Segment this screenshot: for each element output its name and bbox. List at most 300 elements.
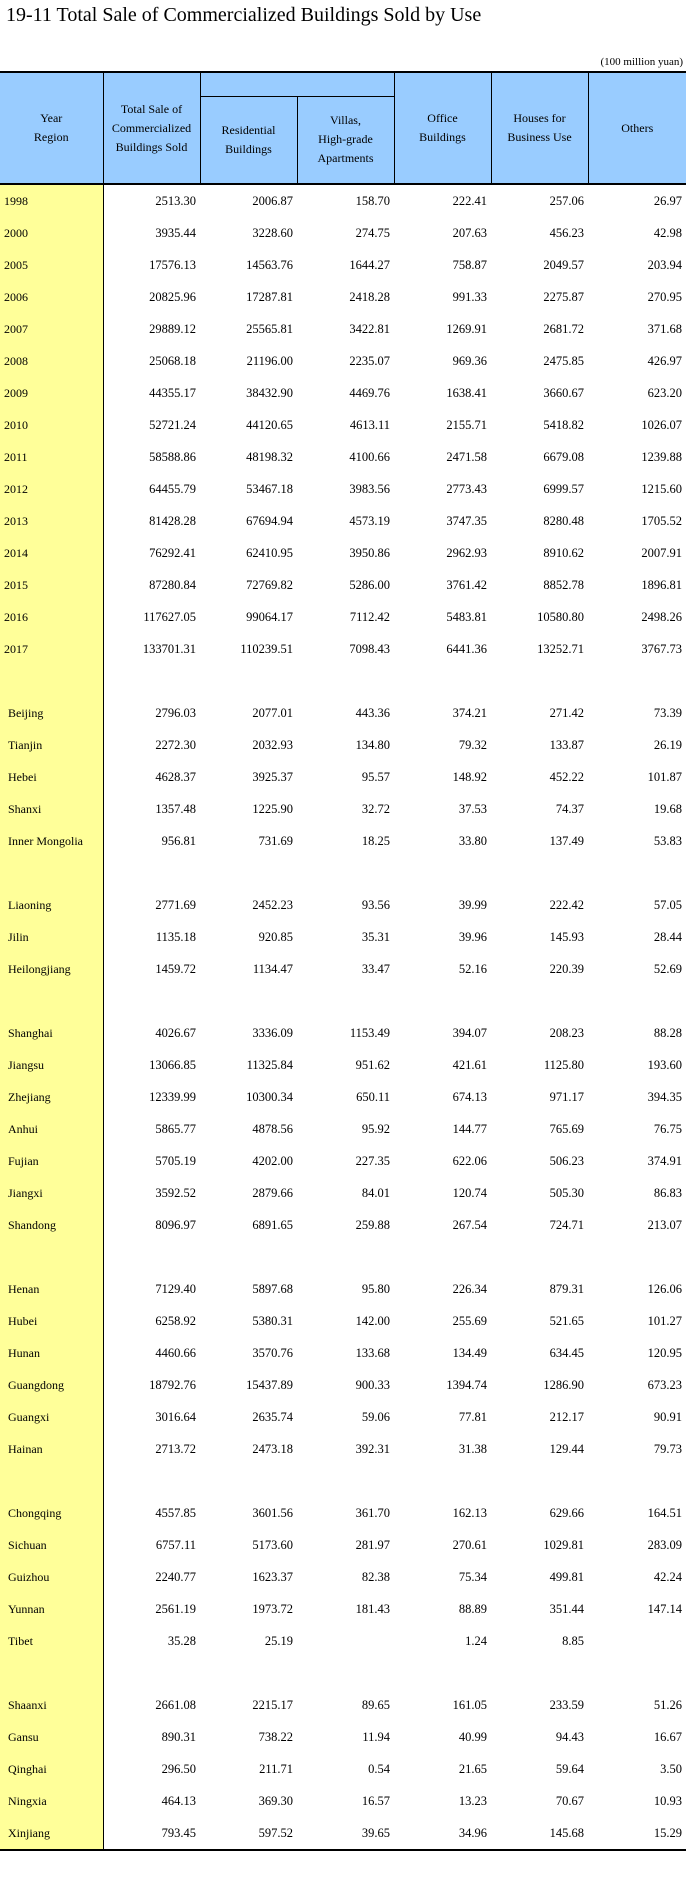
villas-cell: 0.54: [368, 1761, 390, 1776]
header-region: Region: [33, 130, 69, 144]
residential-cell: 2452.23: [252, 897, 293, 912]
villas-cell: 35.31: [361, 929, 390, 944]
others-cell: 623.20: [647, 385, 682, 400]
villas-cell: 82.38: [361, 1569, 390, 1584]
business-cell: 879.31: [549, 1281, 584, 1296]
total-cell: 1459.72: [155, 961, 196, 976]
total-cell: 4628.37: [155, 769, 196, 784]
office-cell: 34.96: [394, 1817, 491, 1850]
villas-cell: 361.70: [355, 1505, 390, 1520]
business-cell: 351.44: [549, 1601, 584, 1616]
office-cell: 2155.71: [446, 417, 487, 432]
office-cell: 622.06: [452, 1153, 487, 1168]
business-cell: 505.30: [549, 1185, 584, 1200]
row-label: Inner Mongolia: [0, 825, 103, 857]
business-cell: 208.23: [549, 1025, 584, 1040]
villas-cell: 4573.19: [349, 513, 390, 528]
residential-cell: 99064.17: [246, 609, 293, 624]
row-label: Hainan: [0, 1433, 103, 1465]
residential-cell: 62410.95: [246, 545, 293, 560]
table-row-year: [0, 217, 686, 249]
spacer-cell: [394, 665, 491, 697]
others-cell: 3767.73: [641, 641, 682, 656]
business-cell: 145.68: [491, 1817, 588, 1850]
spacer-cell: [588, 857, 686, 889]
total-cell: 890.31: [161, 1729, 196, 1744]
villas-cell: 39.65: [297, 1817, 394, 1850]
others-cell: 42.24: [653, 1569, 682, 1584]
business-cell: 971.17: [549, 1089, 584, 1104]
business-cell: 1286.90: [543, 1377, 584, 1392]
total-cell: 2713.72: [155, 1441, 196, 1456]
spacer-cell: [491, 1465, 588, 1497]
total-cell: 64455.79: [149, 481, 196, 496]
residential-cell: 48198.32: [246, 449, 293, 464]
spacer-cell: [588, 665, 686, 697]
spacer-cell: [200, 1657, 297, 1689]
row-label: Beijing: [0, 697, 103, 729]
business-cell: 133.87: [549, 737, 584, 752]
others-cell: 2498.26: [641, 609, 682, 624]
table-row-region: [0, 1529, 686, 1561]
business-cell: 257.06: [549, 193, 584, 208]
others-cell: [588, 1625, 686, 1657]
business-cell: 3660.67: [543, 385, 584, 400]
table-row-year: [0, 249, 686, 281]
total-cell: 2513.30: [155, 193, 196, 208]
residential-cell: 369.30: [258, 1793, 293, 1808]
spacer-cell: [200, 1241, 297, 1273]
header-year: Year: [40, 111, 63, 125]
villas-cell: 95.92: [361, 1121, 390, 1136]
office-cell: 75.34: [458, 1569, 487, 1584]
total-cell: 1135.18: [155, 929, 196, 944]
office-cell: 88.89: [458, 1601, 487, 1616]
residential-cell: 15437.89: [246, 1377, 293, 1392]
business-cell: 70.67: [555, 1793, 584, 1808]
group-spacer: [0, 857, 686, 889]
business-cell: 6679.08: [543, 449, 584, 464]
residential-cell: 72769.82: [246, 577, 293, 592]
business-cell: 634.45: [549, 1345, 584, 1360]
business-cell: 74.37: [555, 801, 584, 816]
office-cell: 1394.74: [446, 1377, 487, 1392]
office-cell: 5483.81: [446, 609, 487, 624]
others-cell: 51.26: [653, 1697, 682, 1712]
total-cell: 8096.97: [155, 1217, 196, 1232]
total-cell: 5705.19: [155, 1153, 196, 1168]
total-cell: 3935.44: [155, 225, 196, 240]
others-cell: 1215.60: [641, 481, 682, 496]
business-cell: 220.39: [549, 961, 584, 976]
spacer-cell: [394, 857, 491, 889]
office-cell: 267.54: [452, 1217, 487, 1232]
total-cell: 2661.08: [155, 1697, 196, 1712]
residential-cell: 110239.51: [240, 641, 293, 656]
total-cell: 464.13: [161, 1793, 196, 1808]
row-label: 2013: [0, 505, 103, 537]
table-row-region: [0, 1753, 686, 1785]
office-cell: 758.87: [452, 257, 487, 272]
table-header: [0, 72, 686, 184]
office-cell: 3747.35: [446, 513, 487, 528]
total-cell: 52721.24: [149, 417, 196, 432]
total-cell: 2240.77: [155, 1569, 196, 1584]
total-cell: 2796.03: [155, 705, 196, 720]
residential-cell: 11325.84: [246, 1057, 293, 1072]
spacer-cell: [297, 665, 394, 697]
residential-cell: 3925.37: [252, 769, 293, 784]
others-cell: 15.29: [588, 1817, 686, 1850]
residential-cell: 211.71: [259, 1761, 293, 1776]
spacer-cell: [103, 857, 200, 889]
table-row-region: [0, 729, 686, 761]
row-label: Anhui: [0, 1113, 103, 1145]
office-cell: 3761.42: [446, 577, 487, 592]
business-cell: 2681.72: [543, 321, 584, 336]
spacer-cell: [0, 1241, 103, 1273]
villas-cell: 16.57: [361, 1793, 390, 1808]
others-cell: 42.98: [653, 225, 682, 240]
row-label: 2006: [0, 281, 103, 313]
others-cell: 73.39: [653, 705, 682, 720]
total-cell: 4557.85: [155, 1505, 196, 1520]
office-cell: 144.77: [452, 1121, 487, 1136]
villas-cell: 11.94: [362, 1729, 390, 1744]
others-cell: 101.27: [647, 1313, 682, 1328]
business-cell: 222.42: [549, 897, 584, 912]
total-cell: 6258.92: [155, 1313, 196, 1328]
residential-cell: 2006.87: [252, 193, 293, 208]
total-cell: 35.28: [167, 1633, 196, 1648]
unit-label: (100 million yuan): [600, 56, 683, 68]
business-cell: 452.22: [549, 769, 584, 784]
spacer-cell: [297, 857, 394, 889]
row-label: 2005: [0, 249, 103, 281]
office-cell: 2471.58: [446, 449, 487, 464]
table-row-year: [0, 473, 686, 505]
residential-cell: 2879.66: [252, 1185, 293, 1200]
business-cell: 629.66: [549, 1505, 584, 1520]
spacer-cell: [588, 1657, 686, 1689]
office-cell: 1269.91: [446, 321, 487, 336]
villas-cell: 3422.81: [349, 321, 390, 336]
row-label: 1998: [0, 184, 103, 217]
table-row-region: [0, 1177, 686, 1209]
spacer-cell: [588, 1241, 686, 1273]
table-row-year: [0, 441, 686, 473]
villas-cell: 2418.28: [349, 289, 390, 304]
table-row-region: [0, 1305, 686, 1337]
residential-cell: 920.85: [258, 929, 293, 944]
row-label: Hubei: [0, 1305, 103, 1337]
residential-cell: 1134.47: [252, 961, 293, 976]
row-label: Jiangxi: [0, 1177, 103, 1209]
others-cell: 57.05: [653, 897, 682, 912]
row-label: Liaoning: [0, 889, 103, 921]
residential-cell: 67694.94: [246, 513, 293, 528]
office-cell: 374.21: [452, 705, 487, 720]
others-cell: 88.28: [653, 1025, 682, 1040]
villas-cell: 95.57: [361, 769, 390, 784]
business-cell: 233.59: [549, 1697, 584, 1712]
table-row-region: [0, 1113, 686, 1145]
others-cell: 213.07: [647, 1217, 682, 1232]
villas-cell: 4100.66: [349, 449, 390, 464]
villas-cell: 900.33: [355, 1377, 390, 1392]
table-row-year: [0, 377, 686, 409]
office-cell: 674.13: [452, 1089, 487, 1104]
table-body: [0, 184, 686, 1850]
total-cell: 793.45: [103, 1817, 200, 1850]
others-cell: 1896.81: [641, 577, 682, 592]
header-residential-group: [200, 72, 394, 96]
total-cell: 20825.96: [149, 289, 196, 304]
business-cell: 765.69: [549, 1121, 584, 1136]
villas-cell: 3950.86: [349, 545, 390, 560]
business-cell: 724.71: [549, 1217, 584, 1232]
residential-cell: 2032.93: [252, 737, 293, 752]
villas-cell: 33.47: [361, 961, 390, 976]
villas-cell: 951.62: [355, 1057, 390, 1072]
table-row-region: [0, 1401, 686, 1433]
table-row-region: [0, 1081, 686, 1113]
spacer-cell: [491, 1657, 588, 1689]
spacer-cell: [297, 1241, 394, 1273]
office-cell: 991.33: [452, 289, 487, 304]
business-cell: 6999.57: [543, 481, 584, 496]
residential-cell: 17287.81: [246, 289, 293, 304]
villas-cell: 133.68: [355, 1345, 390, 1360]
others-cell: 270.95: [647, 289, 682, 304]
business-cell: 271.42: [549, 705, 584, 720]
spacer-cell: [0, 857, 103, 889]
others-cell: 19.68: [653, 801, 682, 816]
office-cell: 162.13: [452, 1505, 487, 1520]
residential-cell: 21196.00: [246, 353, 293, 368]
total-cell: 4460.66: [155, 1345, 196, 1360]
spacer-cell: [200, 1465, 297, 1497]
office-cell: 226.34: [452, 1281, 487, 1296]
villas-cell: 134.80: [355, 737, 390, 752]
total-cell: 1357.48: [155, 801, 196, 816]
residential-cell: 1623.37: [252, 1569, 293, 1584]
office-cell: 207.63: [452, 225, 487, 240]
office-cell: 2773.43: [446, 481, 487, 496]
villas-cell: 274.75: [355, 225, 390, 240]
total-cell: 2561.19: [155, 1601, 196, 1616]
row-label: Guizhou: [0, 1561, 103, 1593]
row-label: Guangdong: [0, 1369, 103, 1401]
business-cell: 129.44: [549, 1441, 584, 1456]
office-cell: 6441.36: [446, 641, 487, 656]
office-cell: 79.32: [458, 737, 487, 752]
villas-cell: 3983.56: [349, 481, 390, 496]
row-label: 2008: [0, 345, 103, 377]
total-cell: 6757.11: [155, 1537, 196, 1552]
table-row-region: [0, 1017, 686, 1049]
row-label: Xinjiang: [0, 1817, 103, 1850]
total-cell: 3592.52: [155, 1185, 196, 1200]
office-cell: 2962.93: [446, 545, 487, 560]
residential-cell: 3228.60: [252, 225, 293, 240]
villas-cell: 18.25: [361, 833, 390, 848]
office-cell: 148.92: [452, 769, 487, 784]
row-label: Henan: [0, 1273, 103, 1305]
table-row-year: [0, 184, 686, 217]
villas-cell: [297, 1625, 394, 1657]
others-cell: 2007.91: [641, 545, 682, 560]
row-label: Shanghai: [0, 1017, 103, 1049]
table-row-region: [0, 921, 686, 953]
others-cell: 26.97: [653, 193, 682, 208]
total-cell: 87280.84: [149, 577, 196, 592]
group-spacer: [0, 985, 686, 1017]
business-cell: 456.23: [549, 225, 584, 240]
others-cell: 147.14: [647, 1601, 682, 1616]
office-cell: 120.74: [452, 1185, 487, 1200]
office-cell: 13.23: [458, 1793, 487, 1808]
others-cell: 76.75: [653, 1121, 682, 1136]
villas-cell: 7098.43: [349, 641, 390, 656]
villas-cell: 2235.07: [349, 353, 390, 368]
group-spacer: [0, 665, 686, 697]
villas-cell: 158.70: [355, 193, 390, 208]
office-cell: 33.80: [458, 833, 487, 848]
office-cell: 161.05: [452, 1697, 487, 1712]
spacer-cell: [491, 857, 588, 889]
business-cell: 59.64: [555, 1761, 584, 1776]
residential-cell: 5897.68: [252, 1281, 293, 1296]
total-cell: 2272.30: [155, 737, 196, 752]
residential-cell: 38432.90: [246, 385, 293, 400]
table-row-region: [0, 1689, 686, 1721]
row-label: 2007: [0, 313, 103, 345]
others-cell: 673.23: [647, 1377, 682, 1392]
others-cell: 3.50: [660, 1761, 682, 1776]
table-row-region: [0, 1145, 686, 1177]
others-cell: 16.67: [653, 1729, 682, 1744]
residential-cell: 5380.31: [252, 1313, 293, 1328]
office-cell: 21.65: [458, 1761, 487, 1776]
villas-cell: 59.06: [361, 1409, 390, 1424]
villas-cell: 95.80: [361, 1281, 390, 1296]
spacer-cell: [297, 985, 394, 1017]
table-row-region: [0, 1049, 686, 1081]
table-row-year: [0, 537, 686, 569]
spacer-cell: [200, 857, 297, 889]
others-cell: 10.93: [653, 1793, 682, 1808]
spacer-cell: [103, 665, 200, 697]
total-cell: 29889.12: [149, 321, 196, 336]
table-row-region: [0, 953, 686, 985]
residential-cell: 2077.01: [252, 705, 293, 720]
row-label: Hunan: [0, 1337, 103, 1369]
spacer-cell: [103, 1241, 200, 1273]
page-title: 19-11 Total Sale of Commercialized Buildings Sold by Use: [6, 4, 482, 26]
office-cell: 52.16: [458, 961, 487, 976]
office-cell: 1.24: [465, 1633, 487, 1648]
others-cell: 426.97: [647, 353, 682, 368]
office-cell: 77.81: [458, 1409, 487, 1424]
spacer-cell: [103, 1465, 200, 1497]
business-cell: 8910.62: [543, 545, 584, 560]
residential-cell: 2473.18: [252, 1441, 293, 1456]
spacer-cell: [588, 1465, 686, 1497]
row-label: Tianjin: [0, 729, 103, 761]
residential-cell: 14563.76: [246, 257, 293, 272]
residential-cell: 731.69: [258, 833, 293, 848]
others-cell: 28.44: [653, 929, 682, 944]
total-cell: 81428.28: [149, 513, 196, 528]
table-row-region: [0, 889, 686, 921]
residential-cell: 3570.76: [252, 1345, 293, 1360]
residential-cell: 4878.56: [252, 1121, 293, 1136]
villas-cell: 142.00: [355, 1313, 390, 1328]
table-row-region: [0, 1561, 686, 1593]
spacer-cell: [297, 1465, 394, 1497]
table-row-region: [0, 1497, 686, 1529]
others-cell: 101.87: [647, 769, 682, 784]
row-label: Heilongjiang: [0, 953, 103, 985]
business-cell: 137.49: [549, 833, 584, 848]
office-cell: 270.61: [452, 1537, 487, 1552]
others-cell: 26.19: [653, 737, 682, 752]
villas-cell: 1644.27: [349, 257, 390, 272]
residential-cell: 1225.90: [252, 801, 293, 816]
total-cell: 956.81: [161, 833, 196, 848]
office-cell: 421.61: [452, 1057, 487, 1072]
total-cell: 2771.69: [155, 897, 196, 912]
others-cell: 53.83: [653, 833, 682, 848]
header-residential: Residential Buildings: [200, 96, 297, 183]
spacer-cell: [0, 985, 103, 1017]
office-cell: 31.38: [458, 1441, 487, 1456]
office-cell: 969.36: [452, 353, 487, 368]
table-row-region: [0, 793, 686, 825]
table-row-region: [0, 1817, 686, 1850]
spacer-cell: [394, 1465, 491, 1497]
group-spacer: [0, 1241, 686, 1273]
business-cell: 1029.81: [543, 1537, 584, 1552]
total-cell: 296.50: [161, 1761, 196, 1776]
row-label: Tibet: [0, 1625, 103, 1657]
office-cell: 1638.41: [446, 385, 487, 400]
villas-cell: 89.65: [361, 1697, 390, 1712]
table-row-year: [0, 601, 686, 633]
table-row-year: [0, 345, 686, 377]
row-label: Hebei: [0, 761, 103, 793]
residential-cell: 3601.56: [252, 1505, 293, 1520]
spacer-cell: [103, 985, 200, 1017]
villas-cell: 4613.11: [349, 417, 390, 432]
villas-cell: 4469.76: [349, 385, 390, 400]
business-cell: 10580.80: [537, 609, 584, 624]
others-cell: 371.68: [647, 321, 682, 336]
business-cell: 212.17: [549, 1409, 584, 1424]
spacer-cell: [200, 985, 297, 1017]
table-row-region: [0, 1337, 686, 1369]
residential-cell: 1973.72: [252, 1601, 293, 1616]
residential-cell: 44120.65: [246, 417, 293, 432]
business-cell: 8.85: [562, 1633, 584, 1648]
row-label: Jiangsu: [0, 1049, 103, 1081]
total-cell: 13066.85: [149, 1057, 196, 1072]
spacer-cell: [588, 985, 686, 1017]
row-label: 2010: [0, 409, 103, 441]
table-row-year: [0, 281, 686, 313]
business-cell: 13252.71: [537, 641, 584, 656]
